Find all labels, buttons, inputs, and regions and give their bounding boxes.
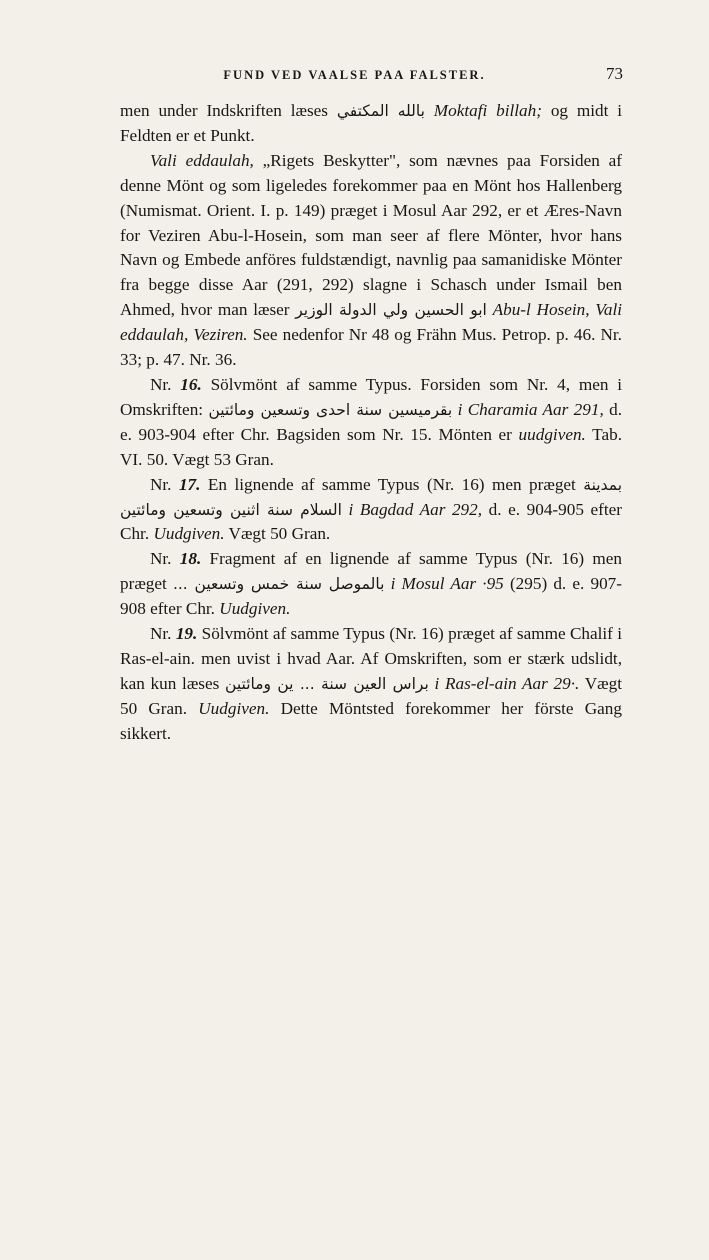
text-run: d. e. 903-904 efter Chr. Bagsiden som Nr. 15. Mönten er [120,399,623,444]
paragraph-nr-19 [120,622,622,747]
running-header: FUND VED VAALSE PAA FALSTER. [223,68,486,82]
entry-label: Nr. [150,624,172,644]
paragraph-nr-16 [120,373,622,473]
text-run [389,101,398,120]
paragraph-nr-17 [120,473,622,548]
arabic-inscription: بالموصل سنة خمس وتسعين ... [172,575,385,594]
entry-number: 19. [175,624,198,644]
entry-label: Nr. [150,549,172,569]
paragraph-2 [120,149,622,373]
arabic-inscription: ابو الحسين ولي الدولة الوزير [295,301,487,320]
italic-text: Uudgiven. [219,599,291,619]
text-run: men under Indskriften læses [120,101,337,120]
body-text [120,99,622,747]
entry-number: 18. [179,549,202,569]
italic-text: Vali eddaulah, [150,150,254,170]
italic-text: i Bagdad Aar 292, [348,499,483,519]
arabic-inscription: بالله [397,102,425,120]
arabic-inscription: بمدينة السلام سنة اثنين وتسعين ومائتين [120,475,623,519]
text-run: See nedenfor Nr 48 og Frähn Mus. Petrop. p. 46. Nr. 33; p. 47. Nr. 36. [120,325,622,370]
entry-number: 17. [178,474,201,494]
italic-text: i Mosul Aar ·95 [390,574,504,594]
italic-text: i Ras-el-ain Aar 29·. [434,673,580,693]
italic-text: i Charamia Aar 291, [457,399,604,419]
text-run: Vægt 50 Gran. [224,524,331,544]
entry-label: Nr. [150,474,172,494]
text-run: Fragment af en lignende af samme Typus (Nr. 16) men præget [120,549,622,594]
paragraph-nr-18 [120,547,622,622]
text-run: (295) d. e. 907-908 efter Chr. [120,574,622,619]
italic-text: uudgiven. [518,424,586,444]
text-run: Dette Möntsted forekommer her förste Gang sikkert. [120,698,622,743]
text-run [425,101,434,120]
arabic-inscription: المكتفي [336,102,389,120]
page-number: 73 [606,64,623,83]
text-run: d. e. 904-905 efter Chr. [120,499,622,544]
entry-number: 16. [180,374,202,394]
text-run: „Rigets Beskytter", som nævnes paa Forsiden af denne Mönt og som ligeledes forekommer paa en Mönt hos Hallenberg (Numismat. Orient. I. p. 149) præget i Mosul Aar 292, er et Æres-Navn for Veziren Abu-l-Hosein, som man seer af flere Mönter, hvor hans Navn og Embede anföres fuldstændigt, navnlig paa samanidiske Mönter fra begge disse Aar (291, 292) slagne i Schasch under Ismail ben Ahmed, hvor man læser [120,150,623,320]
text-run: Vægt 50 Gran. [120,673,623,718]
text-run: Sölvmönt af samme Typus. Forsiden som Nr. 4, men i Omskriften: [120,374,622,419]
text-run: Tab. VI. 50. Vægt 53 Gran. [120,424,622,469]
text-run: Sölvmönt af samme Typus (Nr. 16) præget af samme Chalif i Ras-el-ain. men uvist i hvad Aar. Af Omskriften, som er stærk udslidt, kan kun læses [120,624,623,693]
text-run: En lignende af samme Typus (Nr. 16) men præget [200,474,584,494]
italic-text: Moktafi billah; [433,101,542,120]
italic-text: Uudgiven. [153,524,225,544]
entry-label: Nr. [150,374,172,394]
italic-text: Abu-l Hosein, Vali eddaulah, Veziren. [120,300,623,345]
paragraph-1 [120,99,622,149]
italic-text: Uudgiven. [198,698,270,718]
arabic-inscription: بقرميسين سنة احدى وتسعين ومائتين [208,400,453,419]
text-run: og midt i Feldten er et Punkt. [120,101,623,145]
arabic-inscription: براس العين سنة ... ين ومائتين [225,674,429,693]
